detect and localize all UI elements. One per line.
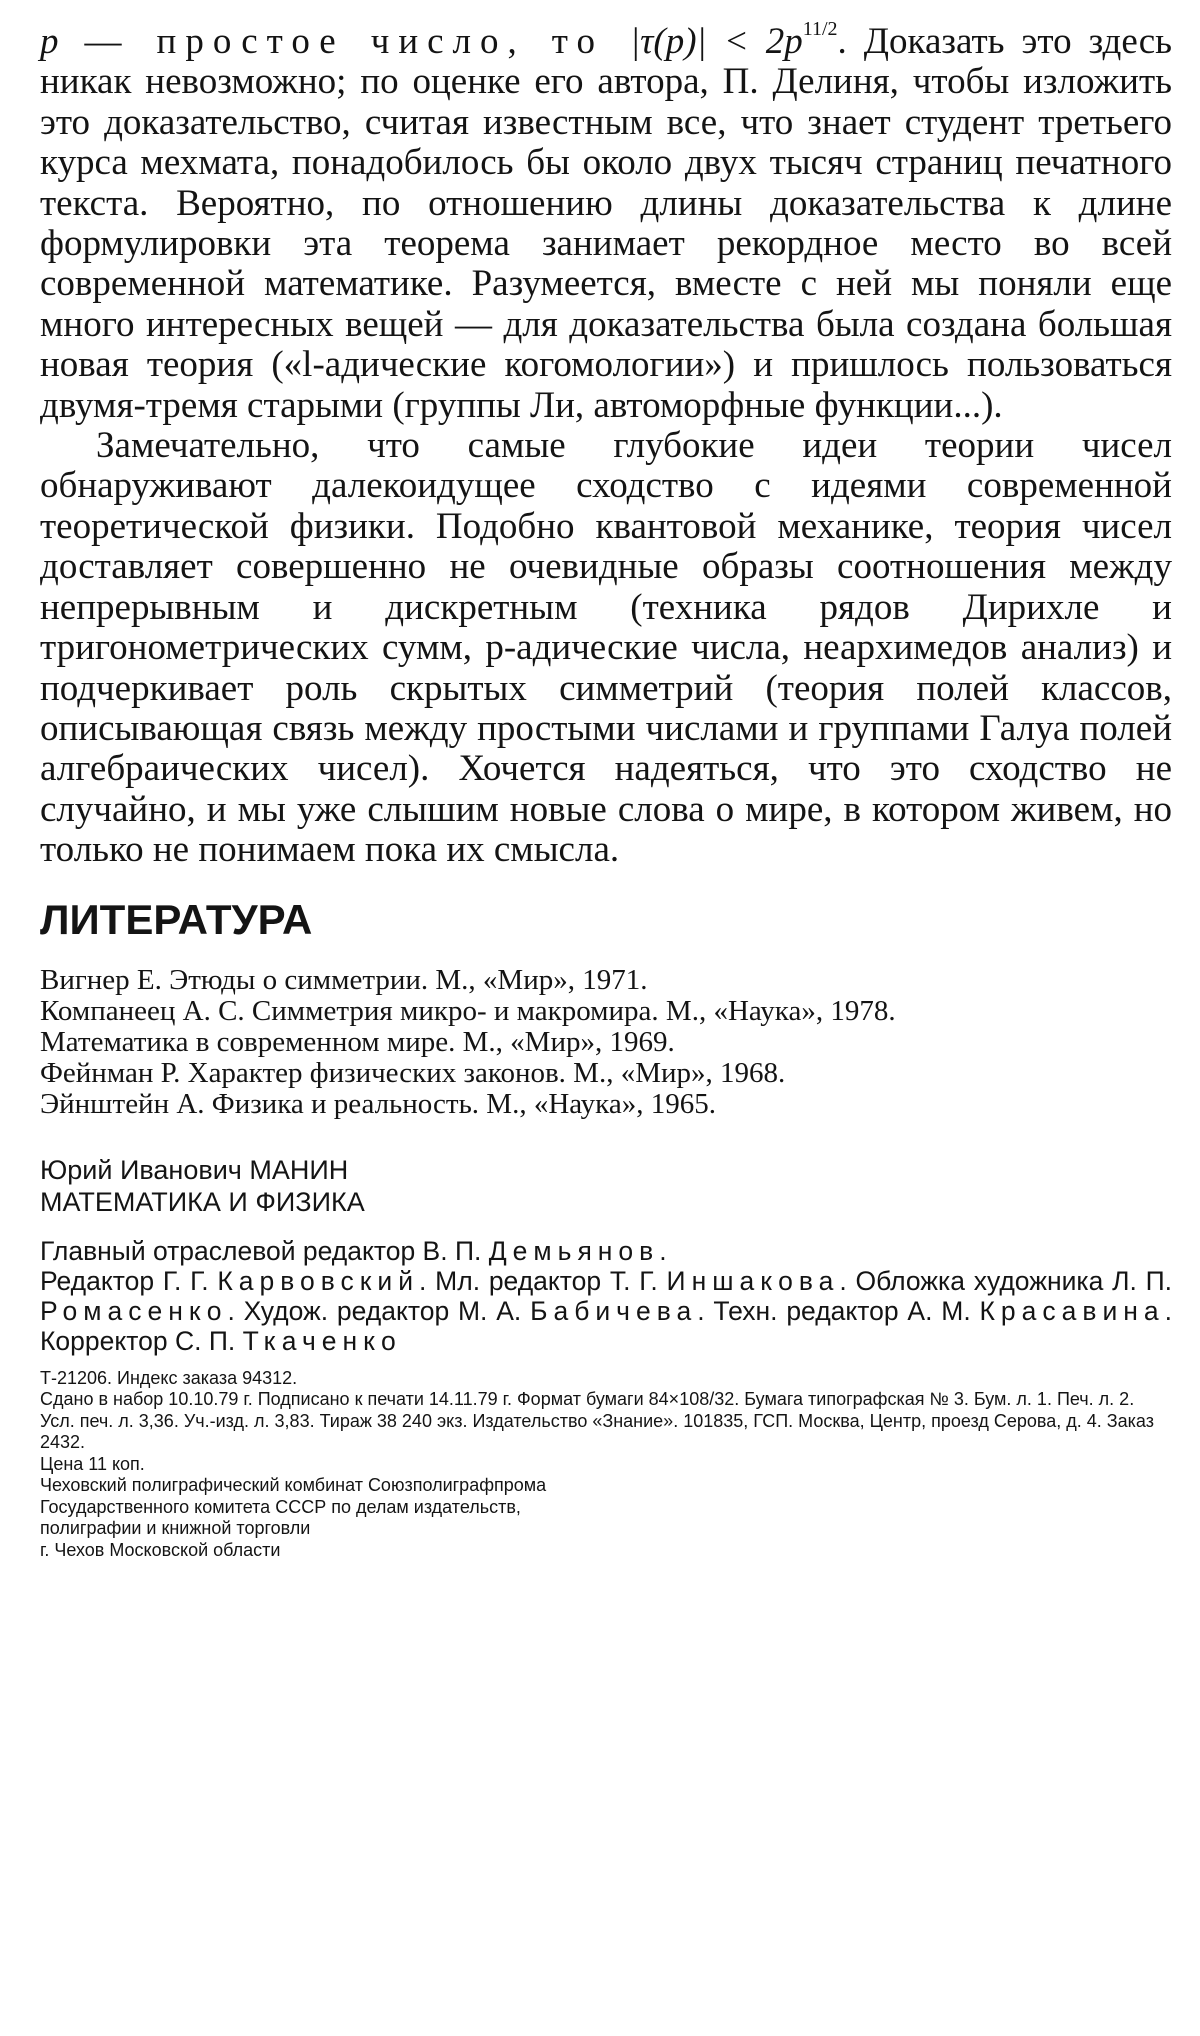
imprint-line: Сдано в набор 10.10.79 г. Подписано к печати 14.11.79 г. Формат бумаги 84×108/32. Бумага типографская № 3. Бум. л. 1. Печ. л. 2. Усл. печ. л. 3,36. Уч.-изд. л. 3,83. Тираж 38 240 экз. Издательство «Знание». 101835, ГСП. Москва, Центр, проезд Серова, д. 4. Заказ 2432. bbox=[40, 1389, 1154, 1453]
credit-person: Демьянов bbox=[488, 1235, 660, 1266]
paragraph-2: Замечательно, что самые глубокие идеи теории чисел обнаруживают далекоидущее сходство с идеями современной теоретической физики. Подобно квантовой механике, теория чисел доставляет совершенно не очевидные образы соотношения между непрерывным и дискретным (техника рядов Дирихле и тригонометрических сумм, p-адические числа, неархимедов анализ) и подчеркивает роль скрытых симметрий (теория полей классов, описывающая связь между простыми числами и группами Галуа полей алгебраических чисел). Хочется надеяться, что это сходство не случайно, и мы уже слышим новые слова о мире, в котором живем, но только не понимаем пока их смысла. bbox=[40, 425, 1172, 871]
book-title: МАТЕМАТИКА И ФИЗИКА bbox=[40, 1186, 365, 1217]
credit-chief-editor: Главный отраслевой редактор В. П. Демьянов. bbox=[40, 1235, 667, 1266]
author-name: Юрий Иванович МАНИН bbox=[40, 1154, 349, 1185]
formula-exponent: 11/2 bbox=[802, 18, 838, 40]
credit-person: Карвовский bbox=[217, 1265, 420, 1296]
credit-person: Красавина bbox=[979, 1295, 1165, 1326]
imprint-line: г. Чехов Московской области bbox=[40, 1539, 281, 1560]
formula-variable-p: p bbox=[40, 21, 59, 62]
paragraph-1-rest: . Доказать это здесь никак невозможно; по оценке его автора, П. Делиня, чтобы изложить это доказательство, считая известным все, что знает студент третьего курса мехмата, понадобилось бы около двух тысяч страниц печатного текста. Вероятно, по отношению длины доказательства к длине формулировки эта теорема занимает рекордное место во всей современной математике. Разумеется, вместе с ней мы поняли еще много интересных вещей — для доказательства была создана большая новая теория («l-адические когомологии») и пришлось пользоваться двумя-тремя старыми (группы Ли, автоморфные функции...). bbox=[40, 21, 1172, 426]
literature-item: Эйнштейн А. Физика и реальность. М., «Наука», 1965. bbox=[40, 1087, 716, 1120]
formula-tau-bound: |τ(p)| < 2p bbox=[629, 21, 803, 62]
imprint-line: полиграфии и книжной торговли bbox=[40, 1518, 311, 1539]
book-page bbox=[40, 18, 1173, 1561]
credit-role: Мл. редактор Т. Г. bbox=[435, 1265, 667, 1296]
credit-role: Редактор Г. Г. bbox=[40, 1265, 218, 1296]
literature-list bbox=[40, 965, 1172, 1120]
credit-person: Ромасенко bbox=[40, 1295, 228, 1326]
paragraph-1 bbox=[40, 18, 1172, 426]
credit-person: Ткаченко bbox=[242, 1325, 402, 1356]
credit-role: Худож. редактор М. А. bbox=[243, 1295, 531, 1326]
credit-person: Бабичева bbox=[530, 1295, 698, 1326]
imprint-line: Государственного комитета СССР по делам издательств, bbox=[40, 1496, 521, 1517]
literature-item: Компанеец А. С. Симметрия микро- и макромира. М., «Наука», 1978. bbox=[40, 994, 896, 1027]
credit-editors: Редактор Г. Г. Карвовский. Мл. редактор Т. Г. Иншакова. Обложка художника Л. П. Ромасенко. Худож. редактор М. А. Бабичева. Техн. редактор А. М. Красавина. Корректор С. П. Ткаченко bbox=[40, 1265, 1173, 1356]
literature-heading: ЛИТЕРАТУРА bbox=[40, 895, 313, 943]
literature-item: Математика в современном мире. М., «Мир», 1969. bbox=[40, 1025, 675, 1058]
colophon-heading bbox=[40, 1154, 1172, 1218]
imprint-line: Цена 11 коп. bbox=[40, 1453, 145, 1474]
literature-item: Вигнер Е. Этюды о симметрии. М., «Мир», 1971. bbox=[40, 963, 648, 996]
credit-role: Корректор С. П. bbox=[40, 1325, 243, 1356]
credit-role: Обложка художника Л. П. bbox=[855, 1265, 1173, 1296]
paragraph-1-lead: — простое число, то bbox=[58, 21, 630, 62]
imprint-line: Т-21206. Индекс заказа 94312. bbox=[40, 1367, 298, 1388]
imprint-block bbox=[40, 1368, 1172, 1562]
imprint-line: Чеховский полиграфический комбинат Союзполиграфпрома bbox=[40, 1475, 547, 1496]
credit-role: Техн. редактор А. М. bbox=[713, 1295, 980, 1326]
literature-item: Фейнман Р. Характер физических законов. М., «Мир», 1968. bbox=[40, 1056, 786, 1089]
credits-block bbox=[40, 1236, 1172, 1356]
main-text bbox=[40, 18, 1172, 871]
credit-role: Главный отраслевой редактор В. П. bbox=[40, 1235, 489, 1266]
credit-person: Иншакова bbox=[666, 1265, 840, 1296]
